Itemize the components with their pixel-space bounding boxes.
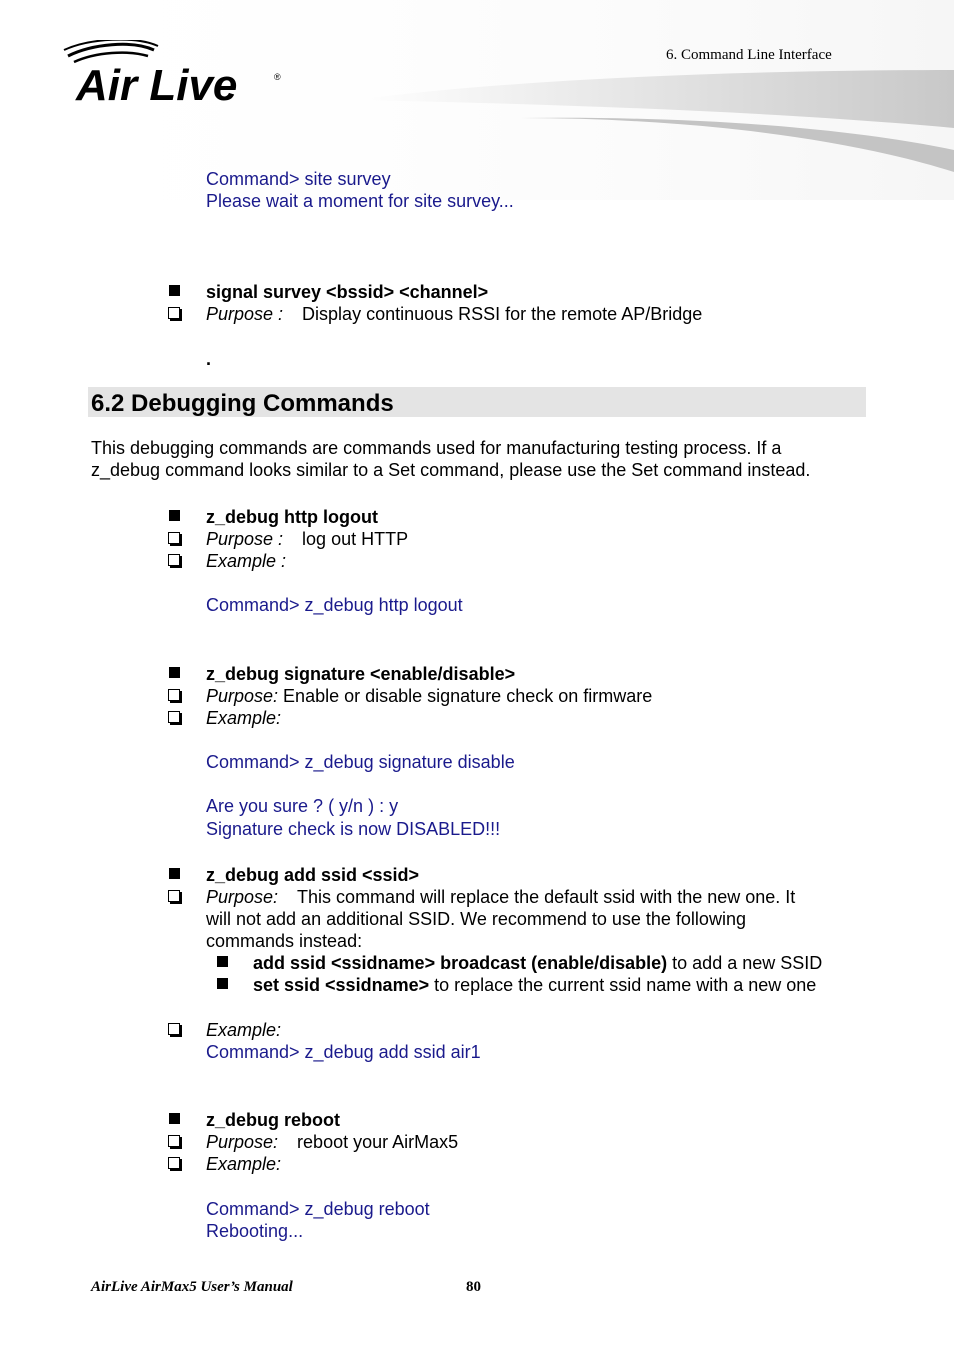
command-output: Please wait a moment for site survey... [206, 191, 514, 211]
purpose-line [206, 303, 702, 325]
intro-paragraph-line: z_debug command looks similar to a Set command, please use the Set command instead. [91, 460, 811, 480]
example-label: Example: [206, 1154, 282, 1174]
purpose-text: Display continuous RSSI for the remote AP/Bridge [302, 304, 703, 324]
airlive-logo [62, 40, 292, 106]
chapter-header: 6. Command Line Interface [666, 47, 832, 63]
page-number: 80 [466, 1279, 481, 1295]
command-output: Signature check is now DISABLED!!! [206, 819, 501, 839]
purpose-label: Purpose: [206, 887, 279, 907]
example-command: Command> z_debug reboot [206, 1199, 430, 1219]
filled-square-bullet-icon [169, 667, 180, 678]
filled-square-bullet-icon [169, 868, 180, 879]
purpose-line [206, 886, 795, 908]
purpose-line [206, 528, 408, 550]
sub-item-command: set ssid <ssidname> [253, 975, 430, 995]
sub-item [253, 952, 822, 974]
sub-item-command: add ssid <ssidname> broadcast (enable/disable) [253, 953, 668, 973]
filled-square-bullet-icon [217, 956, 228, 967]
filled-square-bullet-icon [169, 285, 180, 296]
svg-text:Air Live: Air Live [76, 61, 238, 106]
example-command: Command> z_debug http logout [206, 595, 463, 615]
filled-square-bullet-icon [169, 1113, 180, 1124]
command-output: Rebooting... [206, 1221, 304, 1241]
example-label: Example : [206, 551, 287, 571]
purpose-label: Purpose : [206, 304, 284, 324]
command-prompt: Are you sure ? ( y/n ) : y [206, 796, 399, 816]
purpose-label: Purpose: [206, 1132, 279, 1152]
purpose-line [206, 685, 652, 707]
command-heading: z_debug add ssid <ssid> [206, 865, 420, 885]
purpose-text: log out HTTP [302, 529, 409, 549]
hollow-square-bullet-icon [168, 554, 180, 566]
purpose-text: will not add an additional SSID. We recommend to use the following [206, 909, 746, 929]
example-label: Example: [206, 1020, 282, 1040]
purpose-line [206, 1131, 458, 1153]
purpose-text: commands instead: [206, 931, 363, 951]
purpose-text: reboot your AirMax5 [297, 1132, 459, 1152]
filled-square-bullet-icon [169, 510, 180, 521]
hollow-square-bullet-icon [168, 1023, 180, 1035]
command-heading: z_debug http logout [206, 507, 378, 527]
sub-item [253, 974, 816, 996]
command-heading: z_debug reboot [206, 1110, 340, 1130]
purpose-text: This command will replace the default ssid with the new one. It [297, 887, 796, 907]
example-label: Example: [206, 708, 282, 728]
footer-manual-title: AirLive AirMax5 User’s Manual [91, 1279, 293, 1295]
svg-text:®: ® [274, 72, 281, 82]
section-title: 6.2 Debugging Commands [91, 390, 394, 417]
hollow-square-bullet-icon [168, 532, 180, 544]
command-heading: z_debug signature <enable/disable> [206, 664, 516, 684]
trailing-dot: . [206, 349, 212, 369]
example-command: Command> z_debug add ssid air1 [206, 1042, 481, 1062]
hollow-square-bullet-icon [168, 1135, 180, 1147]
hollow-square-bullet-icon [168, 307, 180, 319]
purpose-label: Purpose : [206, 529, 284, 549]
filled-square-bullet-icon [217, 978, 228, 989]
command-heading: signal survey <bssid> <channel> [206, 282, 489, 302]
hollow-square-bullet-icon [168, 689, 180, 701]
hollow-square-bullet-icon [168, 1157, 180, 1169]
intro-paragraph-line: This debugging commands are commands used for manufacturing testing process. If a [91, 438, 782, 458]
purpose-text: Enable or disable signature check on firmware [278, 686, 653, 706]
example-command: Command> z_debug signature disable [206, 752, 515, 772]
purpose-label: Purpose: [206, 686, 279, 706]
sub-item-text: to add a new SSID [667, 953, 823, 973]
hollow-square-bullet-icon [168, 890, 180, 902]
hollow-square-bullet-icon [168, 711, 180, 723]
command-line: Command> site survey [206, 169, 391, 189]
sub-item-text: to replace the current ssid name with a new one [429, 975, 817, 995]
